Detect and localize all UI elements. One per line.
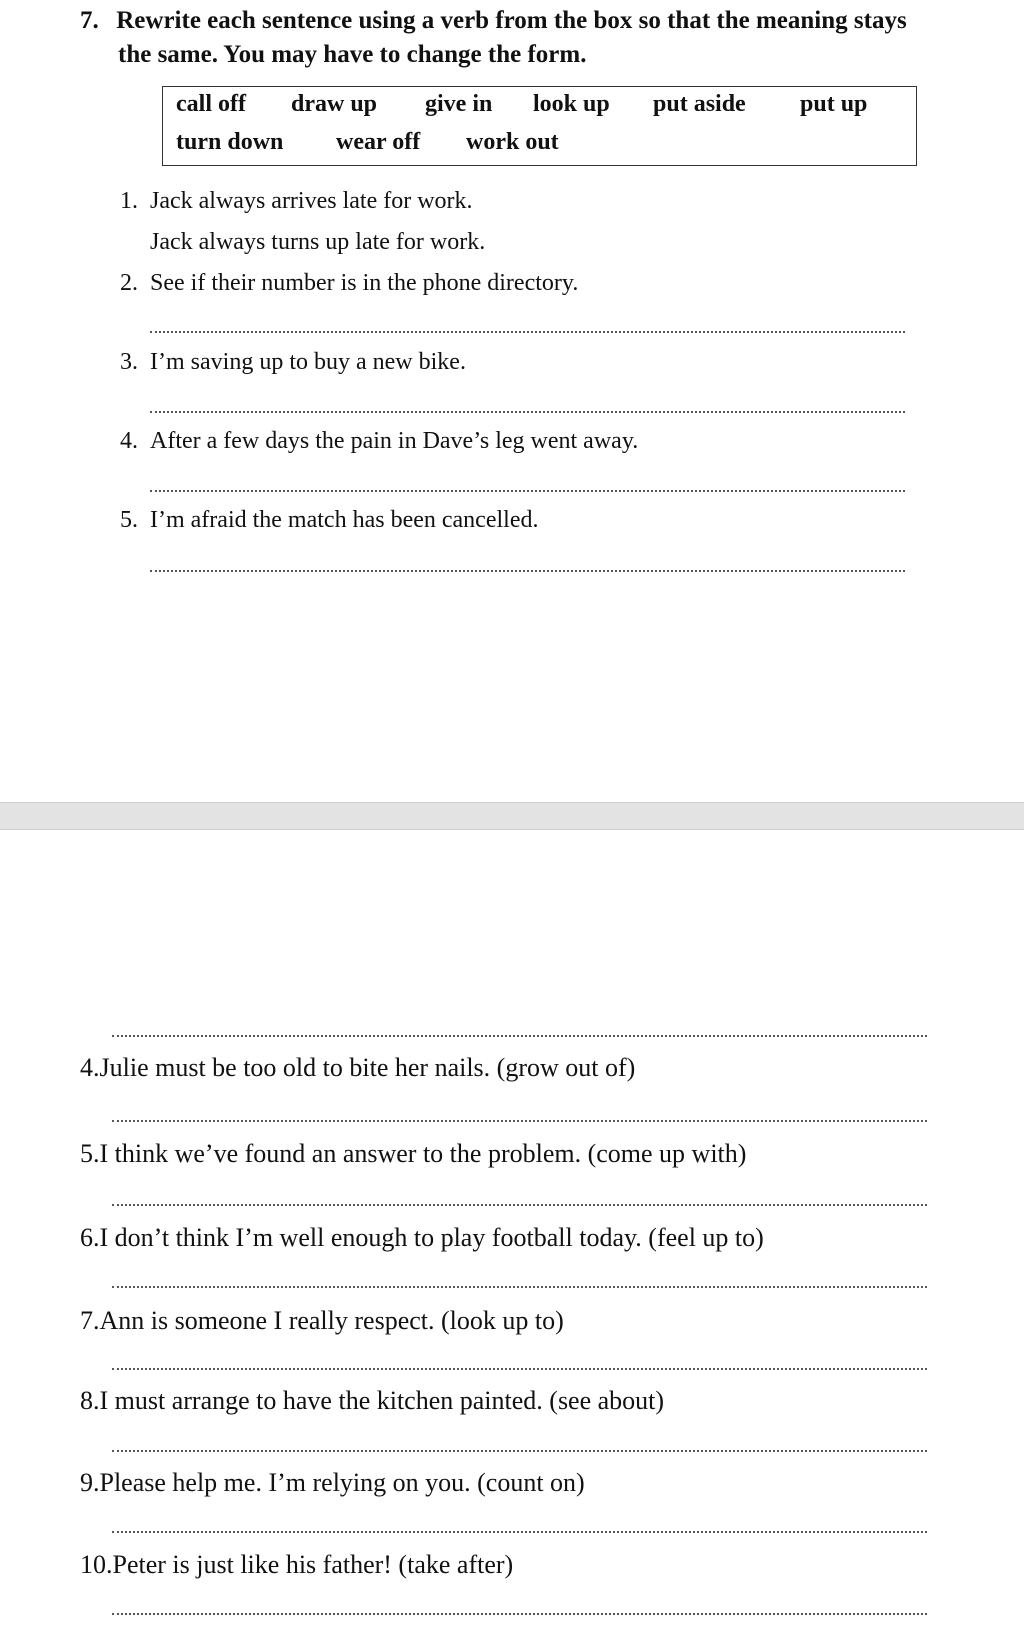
item-number: 3. xyxy=(120,349,138,375)
answer-line[interactable] xyxy=(112,1286,927,1288)
word-option: draw up xyxy=(291,91,378,117)
item-number: 10. xyxy=(80,1550,113,1579)
word-option: call off xyxy=(176,91,246,117)
item-text: Julie must be too old to bite her nails. (grow out of) xyxy=(99,1053,636,1082)
word-box xyxy=(162,86,917,166)
answer-line[interactable] xyxy=(150,331,905,333)
exercise-item xyxy=(80,1222,764,1254)
answer-line[interactable] xyxy=(112,1120,927,1122)
exercise-item xyxy=(80,1138,746,1170)
answer-line[interactable] xyxy=(150,570,905,572)
answer-line[interactable] xyxy=(112,1204,927,1206)
item-text: I think we’ve found an answer to the problem. (come up with) xyxy=(99,1139,747,1168)
item-text: Peter is just like his father! (take after) xyxy=(112,1550,514,1579)
exercise-item xyxy=(120,426,638,456)
item-text: Please help me. I’m relying on you. (count on) xyxy=(99,1468,585,1497)
item-text: I must arrange to have the kitchen painted. (see about) xyxy=(99,1386,665,1415)
item-text: I don’t think I’m well enough to play football today. (feel up to) xyxy=(99,1223,764,1252)
word-option: put up xyxy=(800,91,868,117)
exercise-number: 7. xyxy=(80,7,99,34)
answer-line[interactable] xyxy=(150,411,905,413)
exercise-item xyxy=(120,186,473,216)
item-text: I’m afraid the match has been cancelled. xyxy=(150,507,539,533)
answer-line[interactable] xyxy=(112,1613,927,1615)
page-divider xyxy=(0,802,1024,830)
item-number: 6. xyxy=(80,1223,100,1252)
item-text: See if their number is in the phone directory. xyxy=(150,270,579,296)
word-option: work out xyxy=(466,129,559,155)
item-number: 2. xyxy=(120,270,138,296)
item-text: Jack always arrives late for work. xyxy=(150,188,473,214)
item-number: 4. xyxy=(120,428,138,454)
answer-line[interactable] xyxy=(112,1368,927,1370)
item-text: Ann is someone I really respect. (look up to) xyxy=(99,1306,564,1335)
exercise-item xyxy=(80,1052,635,1084)
word-option: look up xyxy=(533,91,610,117)
exercise-item xyxy=(80,1549,513,1581)
instruction-line-2: the same. You may have to change the form. xyxy=(118,41,587,68)
item-number: 7. xyxy=(80,1306,100,1335)
exercise-item xyxy=(80,1467,585,1499)
exercise-item xyxy=(80,1305,564,1337)
exercise-item xyxy=(80,1385,664,1417)
exercise-item xyxy=(120,347,466,377)
answer-line[interactable] xyxy=(150,490,905,492)
item-text: I’m saving up to buy a new bike. xyxy=(150,349,466,375)
exercise-instruction xyxy=(80,4,1010,72)
answer-line[interactable] xyxy=(112,1035,927,1037)
item-number: 5. xyxy=(80,1139,100,1168)
word-option: turn down xyxy=(176,129,284,155)
item-number: 4. xyxy=(80,1053,100,1082)
item-text: After a few days the pain in Dave’s leg went away. xyxy=(150,428,639,454)
item-number: 5. xyxy=(120,507,138,533)
word-option: give in xyxy=(425,91,493,117)
item-number: 1. xyxy=(120,188,138,214)
example-answer: Jack always turns up late for work. xyxy=(150,229,486,255)
item-number: 9. xyxy=(80,1468,100,1497)
answer-line[interactable] xyxy=(112,1450,927,1452)
word-option: put aside xyxy=(653,91,746,117)
word-option: wear off xyxy=(336,129,421,155)
answer-line[interactable] xyxy=(112,1531,927,1533)
exercise-item xyxy=(120,505,538,535)
item-number: 8. xyxy=(80,1386,100,1415)
exercise-item xyxy=(120,268,578,298)
instruction-line-1: Rewrite each sentence using a verb from the box so that the meaning stays xyxy=(116,7,907,34)
